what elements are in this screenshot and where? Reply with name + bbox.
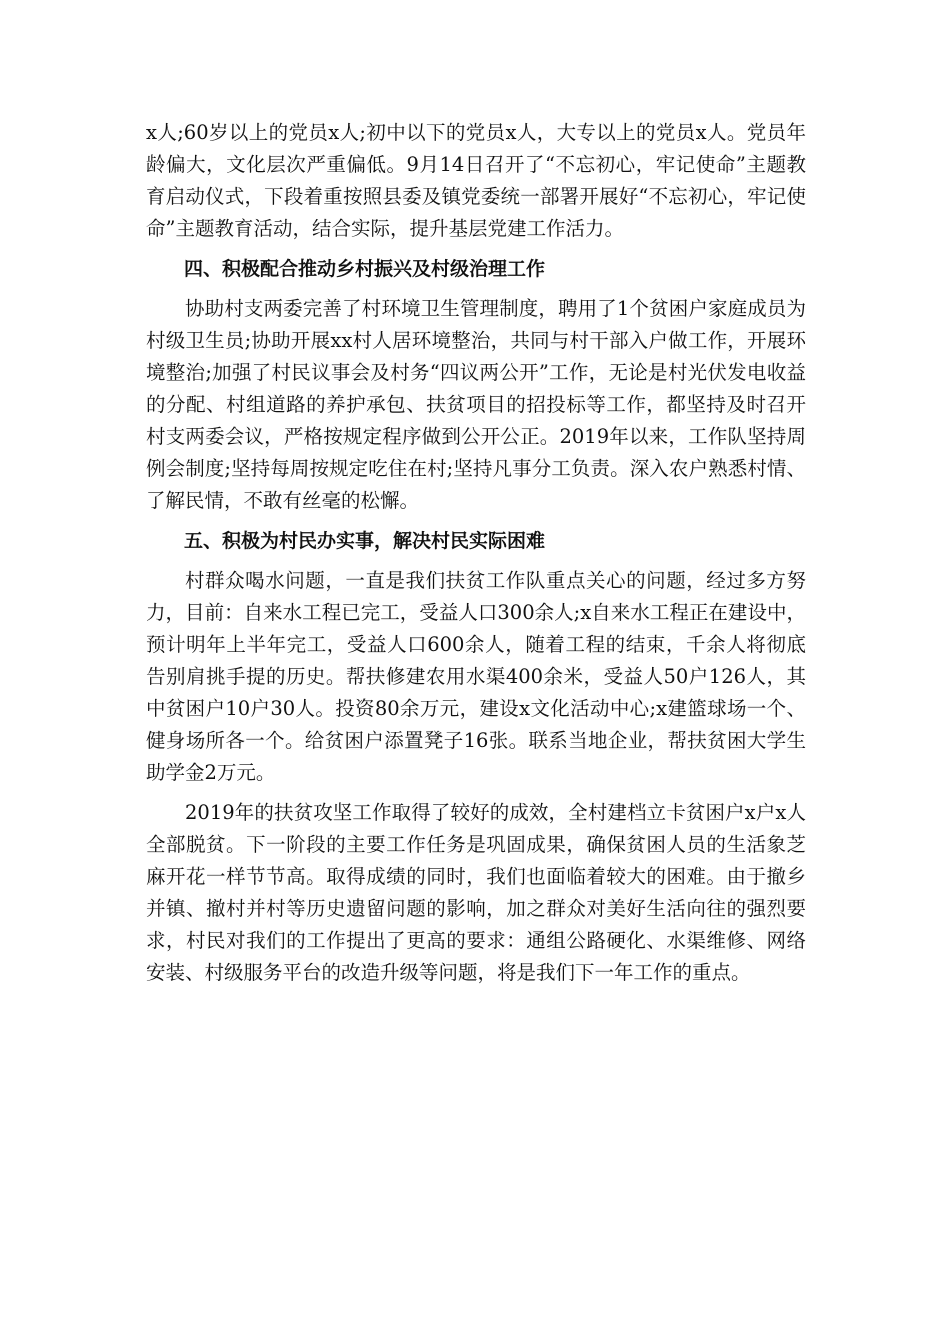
paragraph-summary: 2019年的扶贫攻坚工作取得了较好的成效，全村建档立卡贫困户x户x人全部脱贫。下一阶段的主要工作任务是巩固成果，确保贫困人员的生活象芝麻开花一样节节高。取得成绩的同时，我们也面临着较大的困难。由于撤乡并镇、撤村并村等历史遗留问题的影响，加之群众对美好生活向往的强烈要求，村民对我们的工作提出了更高的要求：通组公路硬化、水渠维修、网络安装、村级服务平台的改造升级等问题，将是我们下一年工作的重点。 xyxy=(146,801,806,984)
section-heading-five: 五、积极为村民办实事，解决村民实际困难 xyxy=(184,530,546,552)
paragraph-practical-matters: 村群众喝水问题，一直是我们扶贫工作队重点关心的问题，经过多方努力，目前：自来水工程已完工，受益人口300余人;x自来水工程正在建设中，预计明年上半年完工，受益人口600余人，随着工程的结束，千余人将彻底告别肩挑手提的历史。帮扶修建农用水渠400余米，受益人50户126人，其中贫困户10户30人。投资80余万元，建设x文化活动中心;x建篮球场一个、健身场所各一个。给贫困户添置凳子16张。联系当地企业，帮扶贫困大学生助学金2万元。 xyxy=(146,569,806,784)
paragraph-village-governance: 协助村支两委完善了村环境卫生管理制度，聘用了1个贫困户家庭成员为村级卫生员;协助开展xx村人居环境整治，共同与村干部入户做工作，开展环境整治;加强了村民议事会及村务“四议两公开”工作，无论是村光伏发电收益的分配、村组道路的养护承包、扶贫项目的招投标等工作，都坚持及时召开村支两委会议，严格按规定程序做到公开公正。2019年以来，工作队坚持周例会制度;坚持每周按规定吃住在村;坚持凡事分工负责。深入农户熟悉村情、了解民情，不敢有丝毫的松懈。 xyxy=(146,297,806,512)
document-body xyxy=(146,117,806,997)
section-heading-four: 四、积极配合推动乡村振兴及村级治理工作 xyxy=(184,258,546,280)
paragraph-party-members: x人;60岁以上的党员x人;初中以下的党员x人，大专以上的党员x人。党员年龄偏大，文化层次严重偏低。9月14日召开了“不忘初心，牢记使命”主题教育启动仪式，下段着重按照县委及镇党委统一部署开展好“不忘初心，牢记使命”主题教育活动，结合实际，提升基层党建工作活力。 xyxy=(146,121,806,240)
